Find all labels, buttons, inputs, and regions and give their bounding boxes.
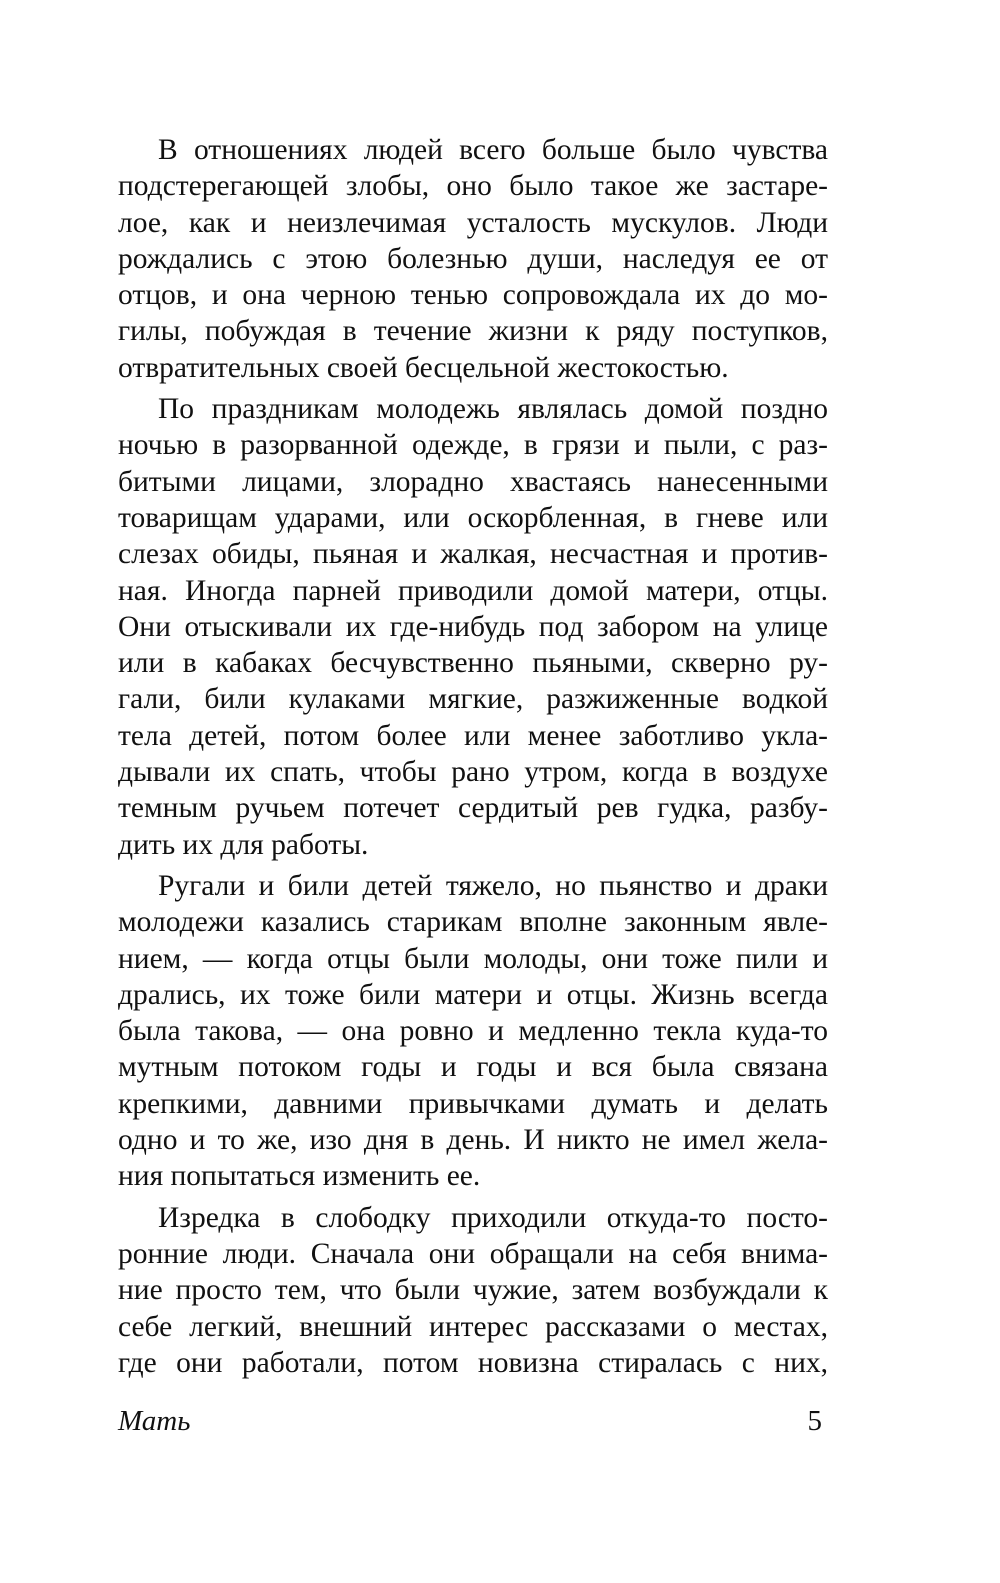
text-line: молодежи казались старикам вполне законным явле- <box>118 906 828 939</box>
text-line: Ругали и били детей тяжело, но пьянство и драки <box>158 869 828 902</box>
text-line: дить их для работы. <box>118 828 369 861</box>
text-line: одно и то же, изо дня в день. И никто не имел жела- <box>118 1124 828 1157</box>
text-line: битыми лицами, злорадно хвастаясь нанесенными <box>118 465 828 498</box>
text-line: В отношениях людей всего больше было чувства <box>158 134 828 166</box>
text-line: По праздникам молодежь являлась домой поздно <box>158 393 828 426</box>
text-line: дывали их спать, чтобы рано утром, когда в воздухе <box>118 756 828 789</box>
text-line: была такова, — она ровно и медленно текла куда-то <box>118 1015 828 1048</box>
text-line: ная. Иногда парней приводили домой матери, отцы. <box>118 574 828 607</box>
text-line: отцов, и она черною тенью сопровождала их до мо- <box>118 279 828 312</box>
text-line: ния попытаться изменить ее. <box>118 1160 481 1193</box>
text-line: нием, — когда отцы были молоды, они тоже пили и <box>118 942 828 975</box>
text-line: слезах обиды, пьяная и жалкая, несчастная и против- <box>118 538 828 571</box>
text-line: крепкими, давними привычками думать и делать <box>118 1087 828 1120</box>
text-line: Они отыскивали их где-нибудь под забором на улице <box>118 610 828 643</box>
paragraph-1 <box>118 132 828 386</box>
paragraph-4 <box>118 1200 828 1381</box>
text-line: ронние люди. Сначала они обращали на себя внима- <box>118 1237 828 1270</box>
text-line: темным ручьем потечет сердитый рев гудка, разбу- <box>118 792 828 825</box>
text-line: Изредка в слободку приходили откуда-то посто- <box>158 1201 828 1234</box>
paragraph-2 <box>118 391 828 863</box>
page-number: 5 <box>807 1405 822 1437</box>
text-line: или в кабаках бесчувственно пьяными, скверно ру- <box>118 647 828 680</box>
text-line: лое, как и неизлечимая усталость мускулов. Люди <box>118 206 828 239</box>
page-footer <box>118 1405 828 1445</box>
text-line: отвратительных своей бесцельной жестокостью. <box>118 351 729 384</box>
running-title: Мать <box>118 1405 191 1437</box>
text-line: гали, били кулаками мягкие, разжиженные водкой <box>118 683 828 716</box>
text-line: ночью в разорванной одежде, в грязи и пыли, с раз- <box>118 429 828 462</box>
text-line: дрались, их тоже били матери и отцы. Жизнь всегда <box>118 978 828 1011</box>
text-line: товарищам ударами, или оскорбленная, в гневе или <box>118 501 828 534</box>
text-line: рождались с этою болезнью души, наследуя ее от <box>118 242 828 275</box>
text-line: подстерегающей злобы, оно было такое же застаре- <box>118 170 828 203</box>
text-line: мутным потоком годы и годы и вся была связана <box>118 1051 828 1084</box>
text-line: себе легкий, внешний интерес рассказами о местах, <box>118 1310 828 1343</box>
text-line: где они работали, потом новизна стиралась с них, <box>118 1346 828 1379</box>
text-line: ние просто тем, что были чужие, затем возбуждали к <box>118 1274 828 1307</box>
paragraph-3 <box>118 868 828 1195</box>
body-text <box>118 132 828 1386</box>
text-line: тела детей, потом более или менее заботливо укла- <box>118 719 828 752</box>
text-line: гилы, побуждая в течение жизни к ряду поступков, <box>118 315 828 348</box>
